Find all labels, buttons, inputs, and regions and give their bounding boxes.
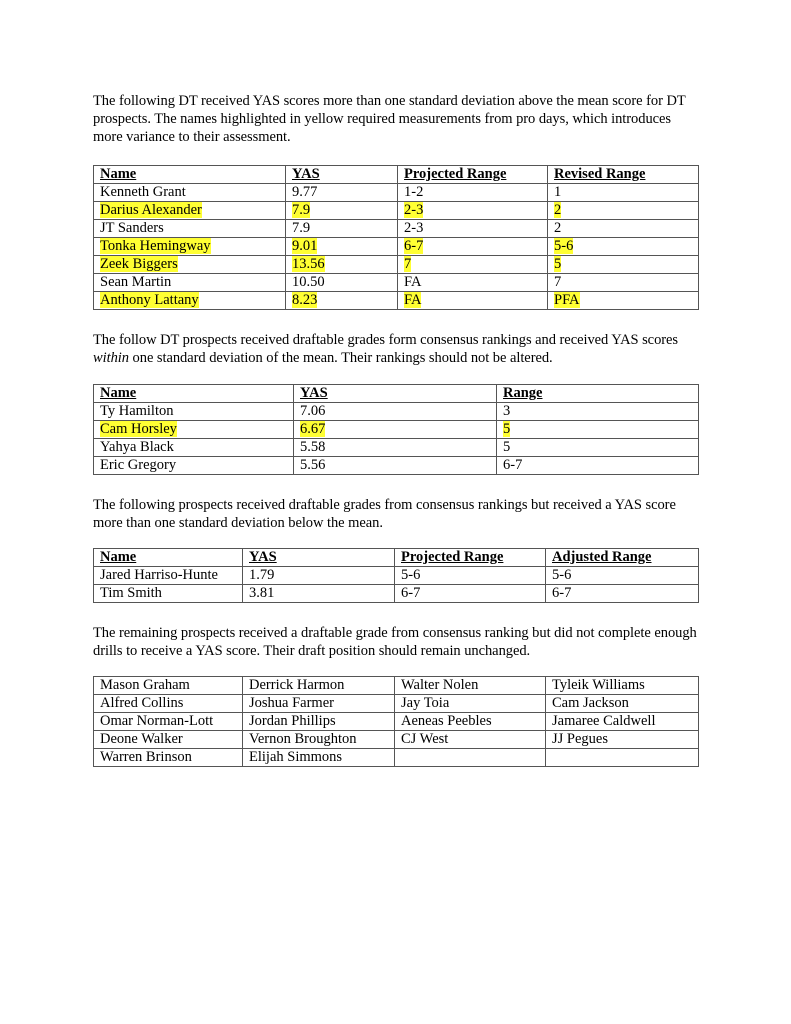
table-cell (546, 585, 699, 603)
table-row (94, 677, 699, 695)
emphasis-within: within (93, 350, 129, 366)
table-cell (546, 567, 699, 585)
above-mean-table-body (94, 184, 699, 310)
cell-text: 1 (554, 184, 562, 200)
table-cell (94, 220, 286, 238)
cell-text: Tyleik Williams (552, 677, 645, 693)
cell-text: 2-3 (404, 202, 424, 218)
cell-text: Yahya Black (100, 439, 174, 455)
table-row (94, 256, 699, 274)
header-name: Name (94, 385, 294, 403)
table-row (94, 585, 699, 603)
table-row (94, 220, 699, 238)
cell-text: 5-6 (401, 567, 421, 583)
table-cell (398, 238, 548, 256)
table-header-row (94, 549, 699, 567)
no-score-table-body (94, 677, 699, 767)
table-cell (497, 457, 699, 475)
cell-text: 7.9 (292, 202, 311, 218)
cell-text: Darius Alexander (100, 202, 202, 218)
table-cell (243, 677, 395, 695)
table-cell (548, 202, 699, 220)
cell-text: PFA (554, 292, 580, 308)
table-cell (497, 403, 699, 421)
cell-text: Derrick Harmon (249, 677, 345, 693)
cell-text: Vernon Broughton (249, 731, 357, 747)
header-revised-range: Revised Range (548, 166, 699, 184)
table-cell (395, 749, 546, 767)
cell-text: Kenneth Grant (100, 184, 186, 200)
cell-text: FA (404, 274, 422, 290)
table-row (94, 567, 699, 585)
table-cell (497, 421, 699, 439)
cell-text: 5.58 (300, 439, 326, 455)
header-yas: YAS (286, 166, 398, 184)
table-cell (548, 238, 699, 256)
table-cell (294, 403, 497, 421)
table-cell (548, 220, 699, 238)
table-cell (94, 403, 294, 421)
below-mean-table-body (94, 567, 699, 603)
table-row (94, 731, 699, 749)
cell-text: 1-2 (404, 184, 424, 200)
header-yas: YAS (243, 549, 395, 567)
cell-text: 2 (554, 202, 562, 218)
table-cell (548, 256, 699, 274)
table-cell (243, 713, 395, 731)
cell-text: 3 (503, 403, 511, 419)
table-row (94, 695, 699, 713)
cell-text: Tonka Hemingway (100, 238, 211, 254)
table-cell (243, 749, 395, 767)
table-row (94, 202, 699, 220)
cell-text: 8.23 (292, 292, 318, 308)
table-row (94, 439, 699, 457)
cell-text: 9.01 (292, 238, 318, 254)
cell-text: CJ West (401, 731, 449, 747)
cell-text: Eric Gregory (100, 457, 177, 473)
cell-text: 6-7 (552, 585, 572, 601)
within-mean-table-body (94, 403, 699, 475)
cell-text: 6-7 (404, 238, 424, 254)
table-cell (294, 439, 497, 457)
table-row (94, 292, 699, 310)
table-cell (243, 695, 395, 713)
intro-paragraph: The following DT received YAS scores more than one standard deviation above the mean score for DT prospects. The names highlighted in yellow required measurements from pro days, which introduces more variance to their assessment. (93, 93, 686, 145)
cell-text: Aeneas Peebles (401, 713, 492, 729)
cell-text: Ty Hamilton (100, 403, 174, 419)
table-cell (294, 421, 497, 439)
cell-text: Walter Nolen (401, 677, 479, 693)
cell-text: 3.81 (249, 585, 275, 601)
within-mean-paragraph: The follow DT prospects received draftable grades form consensus rankings and received YAS scores within one standard deviation of the mean. Their rankings should not be altered. (93, 332, 679, 366)
table-cell (94, 457, 294, 475)
table-cell (286, 274, 398, 292)
header-projected-range: Projected Range (395, 549, 546, 567)
cell-text: 6.67 (300, 421, 326, 437)
cell-text: Warren Brinson (100, 749, 192, 765)
header-adjusted-range: Adjusted Range (546, 549, 699, 567)
table-cell (395, 731, 546, 749)
table-cell (94, 677, 243, 695)
cell-text: JJ Pegues (552, 731, 608, 747)
cell-text: Joshua Farmer (249, 695, 334, 711)
table-cell (243, 731, 395, 749)
header-name: Name (94, 549, 243, 567)
cell-text: Alfred Collins (100, 695, 184, 711)
header-range: Range (497, 385, 699, 403)
cell-text: 7 (404, 256, 412, 272)
table-row (94, 457, 699, 475)
table-cell (398, 184, 548, 202)
no-score-paragraph: The remaining prospects received a draftable grade from consensus ranking but did not complete enough drills to receive a YAS score. Their draft position should remain unchanged. (93, 625, 697, 659)
table-cell (94, 713, 243, 731)
table-cell (94, 274, 286, 292)
table-cell (395, 677, 546, 695)
cell-text: 5 (554, 256, 562, 272)
table-cell (395, 713, 546, 731)
table-cell (94, 256, 286, 274)
table-cell (395, 695, 546, 713)
table-cell (395, 585, 546, 603)
cell-text: Jared Harriso-Hunte (100, 567, 218, 583)
table-cell (286, 292, 398, 310)
table-cell (286, 220, 398, 238)
table-cell (286, 202, 398, 220)
cell-text: Cam Horsley (100, 421, 177, 437)
table-cell (94, 421, 294, 439)
table-cell (398, 202, 548, 220)
table-cell (94, 238, 286, 256)
cell-text: 1.79 (249, 567, 275, 583)
cell-text: Deone Walker (100, 731, 183, 747)
table-cell (94, 184, 286, 202)
cell-text: 7 (554, 274, 562, 290)
table-cell (243, 585, 395, 603)
cell-text: 9.77 (292, 184, 318, 200)
above-mean-table (93, 165, 699, 310)
table-cell (94, 292, 286, 310)
table-cell (546, 695, 699, 713)
table-row (94, 184, 699, 202)
table-cell (398, 220, 548, 238)
cell-text: Sean Martin (100, 274, 172, 290)
cell-text: Jay Toia (401, 695, 450, 711)
within-mean-table (93, 384, 699, 475)
table-cell (94, 695, 243, 713)
cell-text: Mason Graham (100, 677, 190, 693)
table-cell (243, 567, 395, 585)
cell-text: 7.9 (292, 220, 311, 236)
table-cell (546, 677, 699, 695)
table-cell (398, 256, 548, 274)
cell-text: Jamaree Caldwell (552, 713, 656, 729)
cell-text: 6-7 (401, 585, 421, 601)
cell-text: FA (404, 292, 422, 308)
table-cell (94, 202, 286, 220)
cell-text: Tim Smith (100, 585, 162, 601)
cell-text: Zeek Biggers (100, 256, 178, 272)
table-cell (546, 731, 699, 749)
cell-text: 5.56 (300, 457, 326, 473)
table-cell (94, 749, 243, 767)
cell-text: 5 (503, 439, 511, 455)
table-cell (94, 567, 243, 585)
table-row (94, 749, 699, 767)
table-cell (548, 292, 699, 310)
cell-text: Jordan Phillips (249, 713, 336, 729)
header-yas: YAS (294, 385, 497, 403)
table-cell (398, 274, 548, 292)
cell-text: Elijah Simmons (249, 749, 343, 765)
no-score-table (93, 676, 699, 767)
cell-text: 2-3 (404, 220, 424, 236)
table-cell (286, 238, 398, 256)
cell-text: Cam Jackson (552, 695, 629, 711)
table-cell (94, 731, 243, 749)
table-row (94, 274, 699, 292)
cell-text: 5-6 (554, 238, 574, 254)
table-cell (286, 256, 398, 274)
table-cell (94, 439, 294, 457)
table-cell (94, 585, 243, 603)
table-row (94, 238, 699, 256)
cell-text: Omar Norman-Lott (100, 713, 214, 729)
table-cell (395, 567, 546, 585)
cell-text: 13.56 (292, 256, 325, 272)
header-name: Name (94, 166, 286, 184)
cell-text: 5-6 (552, 567, 572, 583)
cell-text: 5 (503, 421, 511, 437)
table-cell (398, 292, 548, 310)
table-cell (548, 184, 699, 202)
table-cell (546, 749, 699, 767)
below-mean-paragraph: The following prospects received draftable grades from consensus rankings but received a YAS score more than one standard deviation below the mean. (93, 497, 676, 531)
table-row (94, 403, 699, 421)
table-row (94, 713, 699, 731)
table-row (94, 421, 699, 439)
table-cell (294, 457, 497, 475)
cell-text: JT Sanders (100, 220, 164, 236)
table-cell (548, 274, 699, 292)
table-cell (497, 439, 699, 457)
table-header-row (94, 166, 699, 184)
below-mean-table (93, 548, 699, 603)
header-projected-range: Projected Range (398, 166, 548, 184)
cell-text: 7.06 (300, 403, 326, 419)
table-cell (286, 184, 398, 202)
cell-text: 2 (554, 220, 562, 236)
table-header-row (94, 385, 699, 403)
table-cell (546, 713, 699, 731)
cell-text: 10.50 (292, 274, 325, 290)
cell-text: Anthony Lattany (100, 292, 199, 308)
cell-text: 6-7 (503, 457, 523, 473)
